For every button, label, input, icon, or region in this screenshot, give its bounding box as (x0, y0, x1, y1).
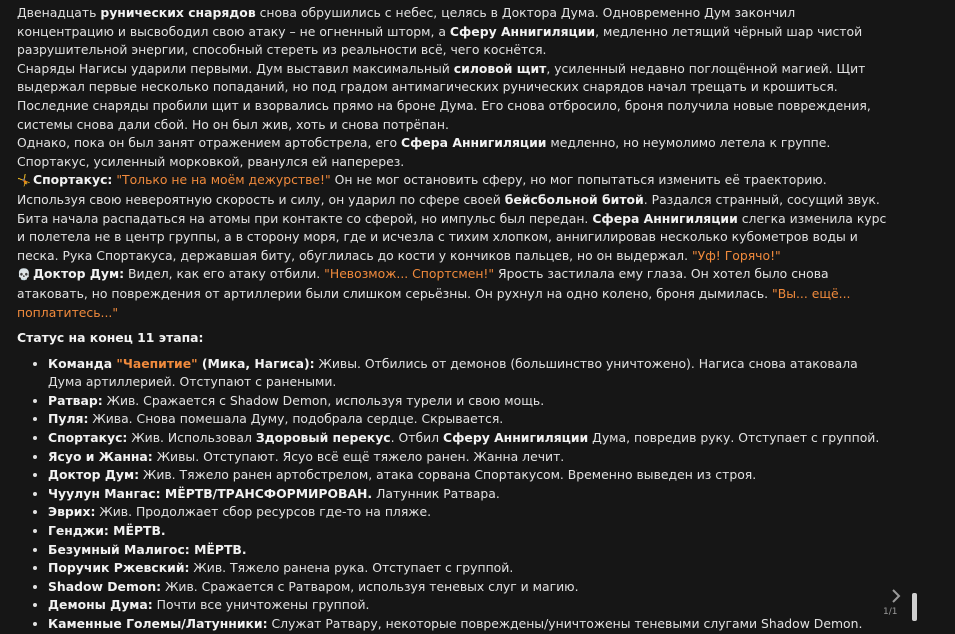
list-item: • Ясуо и Жанна: Живы. Отступают. Ясуо всё ещё тяжело ранен. Жанна лечит. (48, 448, 889, 467)
list-item: • Команда "Чаепитие" (Мика, Нагиса): Живы. Отбились от демонов (большинство уничтожено). Нагиса снова атаковала Дума артиллерией. Отступают с ранеными. (48, 355, 889, 392)
list-item: • Демоны Дума: Почти все уничтожены группой. (48, 596, 889, 615)
paragraph-2: Снаряды Нагисы ударили первыми. Дум выставил максимальный силовой щит, усиленный недавно поглощённой магией. Щит выдержал первые несколько попаданий, но под градом антимагических рунических снарядов начал трещать и крошиться. Последние снаряды пробили щит и взорвались прямо на броне Дума. Его снова отбросило, броня получила новые повреждения, системы снова дали сбой. Но он был жив, хоть и снова потрёпан. (17, 60, 871, 132)
dialogue-quote: "Уф! Горячо!" (691, 247, 781, 263)
list-item: • Поручик Ржевский: Жив. Тяжело ранена рука. Отступает с группой. (48, 559, 889, 578)
scrollbar-thumb[interactable] (912, 593, 917, 621)
list-item: • Генджи: МЁРТВ. (48, 522, 889, 541)
chevron-right-icon[interactable] (887, 588, 905, 608)
skull-icon: 💀 (17, 268, 31, 282)
chevron-right-icon-glyph (890, 588, 902, 604)
paragraph-3: Однако, пока он был занят отражением артобстрела, его Сфера Аннигиляции медленно, но неумолимо летела к группе. Спортакус, усиленный морковкой, рванулся ей наперерез. (17, 135, 831, 169)
speaker-name: Спортакус: (33, 172, 113, 188)
list-item: • Доктор Дум: Жив. Тяжело ранен артобстрелом, атака сорвана Спортакусом. Временно выведен из строя. (48, 466, 889, 485)
list-item: • Спортакус: Жив. Использовал Здоровый перекус. Отбил Сферу Аннигиляции Дума, повредив руку. Отступает с группой. (48, 429, 889, 448)
paragraph-1: Двенадцать рунических снарядов снова обрушились с небес, целясь в Доктора Дума. Одновременно Дум закончил концентрацию и высвободил свою атаку – не огненный шторм, а Сферу Аннигиляции, медленно летящий чёрный шар чистой разрушительной энергии, способный стереть из реальности всё, чего коснётся. (17, 5, 863, 58)
list-item: • Безумный Малигос: МЁРТВ. (48, 541, 889, 560)
list-item: • Ратвар: Жив. Сражается с Shadow Demon, используя турели и свою мощь. (48, 392, 889, 411)
paragraph-doom: 💀 Доктор Дум: Видел, как его атаку отбили. "Невозмож... Спортсмен!" Ярость застилала ему глаза. Он хотел было снова атаковать, но повреждения от артиллерии были слишком серьёзны. Он рухнул на одно колено, броня дымилась. "Вы... ещё... поплатитесь..." (17, 266, 851, 320)
dialogue-quote: "Только не на моём дежурстве!" (116, 172, 331, 188)
list-item: • Каменные Големы/Латунники: Служат Ратвару, некоторые повреждены/уничтожены теневыми слугами Shadow Demon. (48, 615, 889, 634)
cartwheel-icon: 🤸 (17, 174, 31, 188)
status-list (17, 355, 889, 634)
status-heading: Статус на конец 11 этапа: (17, 330, 204, 346)
paragraph-sportacus: 🤸 Спортакус: "Только не на моём дежурстве!" Он не мог остановить сферу, но мог попытаться изменить её траекторию. Используя свою невероятную скорость и силу, он ударил по сфере своей бейсбольной битой. Раздался странный, сосущий звук. Бита начала распадаться на атомы при контакте со сферой, но импульс был передан. Сфера Аннигиляции слегка изменила курс и полетела не в центр группы, а в сторону моря, где и исчезла с тихим хлопком, аннигилировав несколько кубометров воды и песка. Рука Спортакуса, державшая биту, обуглилась до кости у кончиков пальцев, но он выдержал. "Уф! Горячо!" (17, 172, 887, 263)
list-item: • Эврих: Жив. Продолжает сбор ресурсов где-то на пляже. (48, 503, 889, 522)
dialogue-quote: "Невозмож... Спортсмен!" (324, 266, 495, 282)
list-item: • Чуулун Мангас: МЁРТВ/ТРАНСФОРМИРОВАН. Латунник Ратвара. (48, 485, 889, 504)
speaker-name: Доктор Дум: (33, 266, 125, 282)
dialogue-quote: "Вы... ещё... поплатитесь..." (17, 285, 851, 320)
page-indicator: 1/1 (883, 607, 898, 617)
list-item: • Пуля: Жива. Снова помешала Думу, подобрала сердце. Скрывается. (48, 410, 889, 429)
message-content (17, 4, 889, 634)
list-item: • Shadow Demon: Жив. Сражается с Ратваром, используя теневых слуг и магию. (48, 578, 889, 597)
